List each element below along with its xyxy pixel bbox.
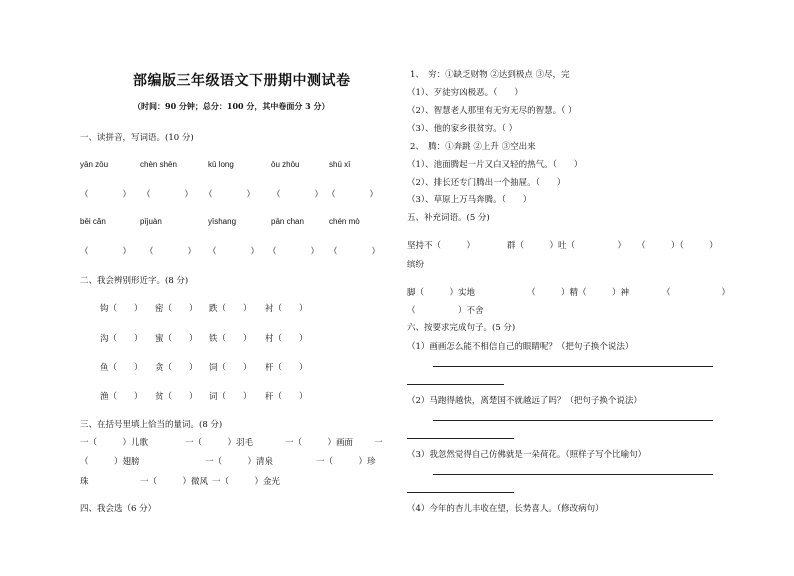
section-1-heading: 一、读拼音，写词语。(10 分) [80,133,194,143]
pinyin: yān zōu [80,160,109,169]
sentence-task: （1）画画怎么能不相信自己的眼睛呢？（把句子换个说法） [407,342,634,352]
pinyin: bēi cǎn [80,217,106,226]
measure-word-item[interactable]: （ ）翅膀 [80,457,140,467]
choice-q2-stem: 2、 腾：①奔跳 ②上升 ③空出来 [410,142,536,152]
answer-blank[interactable]: （ ） [208,247,260,257]
answer-line[interactable] [407,492,514,493]
choice-item[interactable]: （2）、智慧老人那里有无穷无尽的智慧。（ ） [407,106,577,116]
answer-blank[interactable]: （ ） [204,190,256,200]
answer-line[interactable] [433,420,713,421]
choice-item[interactable]: （1）、歹徒穷凶极恶。（ ） [407,88,523,98]
choice-item[interactable]: （1）、池面腾起一片又白又轻的热气。（ ） [407,160,583,170]
page-title: 部编版三年级语文下册期中测试卷 [133,73,351,89]
answer-blank[interactable]: （ ） [80,247,132,257]
similar-char-item[interactable]: 杆（ ） [265,363,308,373]
pinyin: ōu zhōu [271,160,300,169]
answer-line[interactable] [433,366,713,367]
exam-info: （时间：90 分钟；总分：100 分，其中卷面分 3 分） [133,101,330,111]
similar-char-item[interactable]: 渔（ ） [100,392,143,402]
sentence-task: （4）今年的杏儿丰收在望，长势喜人。（修改病句） [407,504,604,514]
measure-word-item[interactable]: 一（ ）儿歌 [80,438,149,448]
measure-word-item[interactable]: 一（ ）微风 [140,477,209,487]
sentence-task: （2）马跑得越快，离楚国不就越远了吗？（把句子换个说法） [407,396,642,406]
choice-item[interactable]: （3）、草原上万马奔腾。（ ） [407,195,532,205]
answer-line[interactable] [433,474,713,475]
sentence-task: （3）我忽然觉得自己仿佛就是一朵荷花。（照样子写个比喻句） [407,450,647,460]
similar-char-item[interactable]: 词（ ） [209,392,252,402]
similar-char-item[interactable]: 鱼（ ） [100,363,143,373]
fill-word-item[interactable]: 脚（ ）实地 [407,288,476,298]
fill-word-item[interactable]: 坚持不（ ） [407,241,476,251]
answer-blank[interactable]: （ ） [329,247,381,257]
similar-char-item[interactable]: 蜜（ ） [155,334,198,344]
similar-char-item[interactable]: 沟（ ） [100,334,143,344]
answer-blank[interactable]: （ ） [145,247,197,257]
measure-word-item[interactable]: 一（ ）珍 [316,457,376,467]
section-4-heading: 四、我会选（6 分） [80,504,157,514]
answer-line[interactable] [407,438,514,439]
similar-char-item[interactable]: 衬（ ） [265,304,308,314]
section-5-heading: 五、补充词语。(5 分) [407,213,490,223]
section-6-heading: 六、按要求完成句子。(5 分) [407,323,516,333]
pinyin: chèn shēn [140,160,177,169]
similar-char-item[interactable]: 饲（ ） [209,363,252,373]
answer-line[interactable] [407,384,504,385]
section-2-heading: 二、我会辨别形近字。(8 分) [80,276,189,286]
fill-word-item: 缤纷 [407,260,425,270]
fill-word-item[interactable]: （ ） [662,288,731,298]
choice-item[interactable]: （3）、他的家乡很贫穷。（ ） [407,124,518,134]
answer-blank[interactable]: （ ） [327,190,379,200]
similar-char-item[interactable]: 贫（ ） [155,392,198,402]
fill-word-item[interactable]: （ ）精（ ）神 [527,288,630,298]
measure-word-item[interactable]: 一 [374,438,383,448]
measure-word-item[interactable]: 一（ ）清泉 [205,457,274,467]
pinyin: shū xī [329,160,351,169]
choice-q1-stem: 1、 穷：①缺乏财物 ②达到极点 ③尽，完 [410,70,570,80]
similar-char-item[interactable]: 贪（ ） [155,363,198,373]
answer-blank[interactable]: （ ） [272,190,324,200]
fill-word-item[interactable]: 群（ ）吐（ ） [507,241,627,251]
fill-word-item[interactable]: （ ）（ ） [637,241,718,251]
choice-item[interactable]: （2）、排长还专门腾出一个抽屉。（ ） [407,178,566,188]
pinyin: yīshang [208,217,237,226]
answer-blank[interactable]: （ ） [268,247,320,257]
measure-word-item[interactable]: 一（ ）金光 [212,477,281,487]
similar-char-item[interactable]: 跌（ ） [209,304,252,314]
answer-blank[interactable]: （ ） [142,190,194,200]
measure-word-item: 珠 [80,477,89,487]
measure-word-item[interactable]: 一（ ）羽毛 [185,438,254,448]
similar-char-item[interactable]: 密（ ） [155,304,198,314]
pinyin: pān chan [271,217,304,226]
fill-word-item[interactable]: （ ）不舍 [407,306,484,316]
pinyin: pījuàn [140,217,162,226]
section-3-heading: 三、在括号里填上恰当的量词。(8 分) [80,420,223,430]
pinyin: chén mò [329,217,360,226]
pinyin: kū long [208,160,234,169]
similar-char-item[interactable]: 村（ ） [265,334,308,344]
similar-char-item[interactable]: 铁（ ） [209,334,252,344]
similar-char-item[interactable]: 秆（ ） [265,392,308,402]
similar-char-item[interactable]: 钩（ ） [100,304,143,314]
measure-word-item[interactable]: 一（ ）画面 [285,438,354,448]
answer-blank[interactable]: （ ） [80,190,132,200]
